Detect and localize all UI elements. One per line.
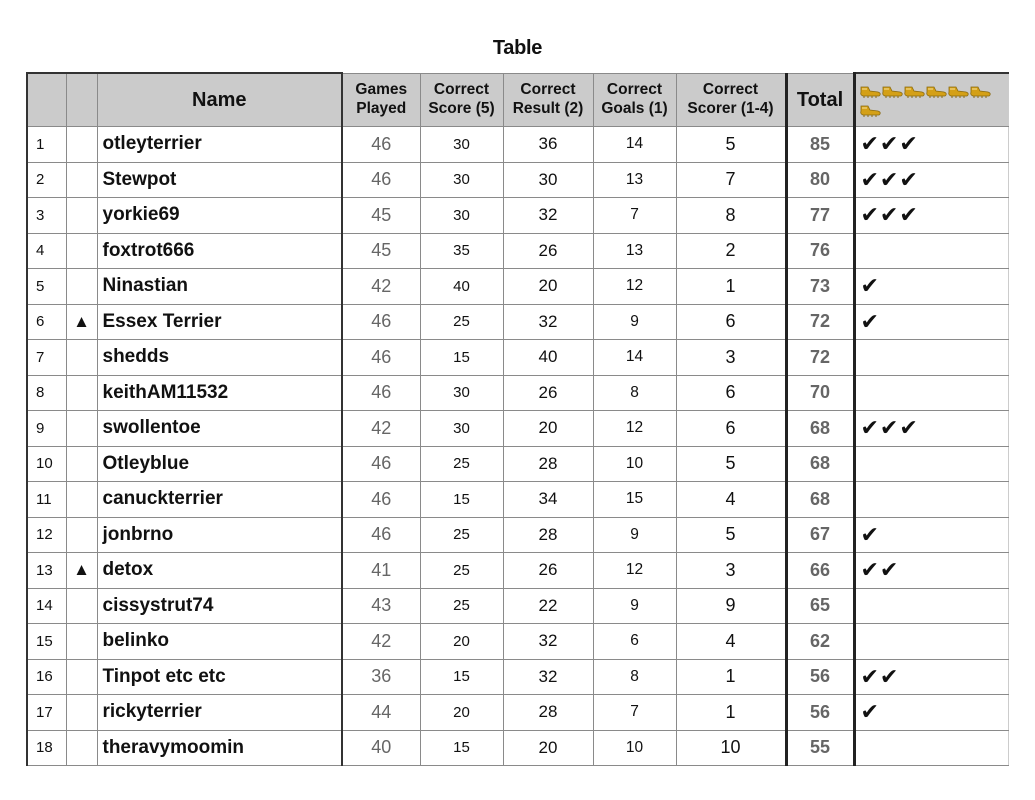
correct-score-cell: 15: [420, 659, 503, 695]
total-cell: 72: [786, 340, 854, 376]
golden-boot-icon: [859, 102, 882, 118]
movement-icon: [66, 446, 97, 482]
correct-result-cell: 20: [503, 411, 593, 447]
games-played-cell: 40: [342, 730, 420, 766]
movement-icon: ▲: [66, 304, 97, 340]
check-marks: ✔: [854, 269, 1008, 305]
games-played-cell: 46: [342, 304, 420, 340]
correct-result-cell: 26: [503, 375, 593, 411]
correct-scorer-cell: 10: [676, 730, 786, 766]
player-name: Ninastian: [97, 269, 342, 305]
golden-boot-icon: [903, 83, 926, 99]
correct-scorer-cell: 4: [676, 482, 786, 518]
rank-cell: 9: [27, 411, 66, 447]
player-name: rickyterrier: [97, 695, 342, 731]
correct-scorer-cell: 6: [676, 411, 786, 447]
correct-score-cell: 15: [420, 730, 503, 766]
rank-cell: 15: [27, 624, 66, 660]
total-cell: 62: [786, 624, 854, 660]
player-name: shedds: [97, 340, 342, 376]
correct-goals-cell: 8: [593, 659, 676, 695]
total-cell: 56: [786, 659, 854, 695]
correct-scorer-cell: 5: [676, 517, 786, 553]
table-row: [27, 375, 1008, 411]
correct-score-cell: 25: [420, 304, 503, 340]
check-marks: ✔✔✔: [854, 198, 1008, 234]
movement-icon: [66, 624, 97, 660]
player-name: jonbrno: [97, 517, 342, 553]
movement-icon: [66, 127, 97, 163]
check-marks: ✔: [854, 695, 1008, 731]
rank-cell: 12: [27, 517, 66, 553]
correct-goals-cell: 15: [593, 482, 676, 518]
table-row: [27, 624, 1008, 660]
correct-result-cell: 32: [503, 198, 593, 234]
header-golden-boots: [854, 73, 1008, 127]
movement-icon: [66, 233, 97, 269]
games-played-cell: 46: [342, 340, 420, 376]
correct-result-cell: 40: [503, 340, 593, 376]
table-row: [27, 269, 1008, 305]
correct-result-cell: 32: [503, 624, 593, 660]
rank-cell: 3: [27, 198, 66, 234]
correct-result-cell: 32: [503, 304, 593, 340]
check-marks: ✔: [854, 517, 1008, 553]
rank-cell: 6: [27, 304, 66, 340]
correct-result-cell: 32: [503, 659, 593, 695]
header-move: [66, 73, 97, 127]
correct-score-cell: 30: [420, 411, 503, 447]
table-row: [27, 482, 1008, 518]
movement-icon: [66, 340, 97, 376]
player-name: keithAM11532: [97, 375, 342, 411]
correct-goals-cell: 14: [593, 127, 676, 163]
table-row: [27, 198, 1008, 234]
check-marks: ✔✔: [854, 553, 1008, 589]
correct-result-cell: 26: [503, 553, 593, 589]
player-name: foxtrot666: [97, 233, 342, 269]
player-name: canuckterrier: [97, 482, 342, 518]
games-played-cell: 42: [342, 411, 420, 447]
player-name: otleyterrier: [97, 127, 342, 163]
correct-scorer-cell: 7: [676, 162, 786, 198]
check-marks: [854, 624, 1008, 660]
correct-score-cell: 25: [420, 588, 503, 624]
correct-scorer-cell: 8: [676, 198, 786, 234]
golden-boot-icon: [969, 83, 992, 99]
correct-score-cell: 30: [420, 198, 503, 234]
correct-result-cell: 28: [503, 517, 593, 553]
total-cell: 68: [786, 446, 854, 482]
rank-cell: 13: [27, 553, 66, 589]
correct-scorer-cell: 1: [676, 659, 786, 695]
correct-result-cell: 34: [503, 482, 593, 518]
total-cell: 73: [786, 269, 854, 305]
table-row: [27, 553, 1008, 589]
correct-goals-cell: 9: [593, 304, 676, 340]
correct-scorer-cell: 9: [676, 588, 786, 624]
golden-boot-icon: [947, 83, 970, 99]
movement-icon: [66, 482, 97, 518]
movement-icon: [66, 659, 97, 695]
correct-score-cell: 40: [420, 269, 503, 305]
correct-goals-cell: 13: [593, 233, 676, 269]
games-played-cell: 46: [342, 375, 420, 411]
total-cell: 70: [786, 375, 854, 411]
correct-goals-cell: 7: [593, 695, 676, 731]
movement-icon: [66, 162, 97, 198]
total-cell: 66: [786, 553, 854, 589]
correct-scorer-cell: 3: [676, 553, 786, 589]
page-title: Table: [492, 37, 543, 59]
total-cell: 72: [786, 304, 854, 340]
check-marks: [854, 588, 1008, 624]
header-name: Name: [97, 73, 342, 127]
table-row: [27, 233, 1008, 269]
correct-goals-cell: 9: [593, 588, 676, 624]
correct-scorer-cell: 5: [676, 446, 786, 482]
games-played-cell: 44: [342, 695, 420, 731]
header-correct-goals: Correct Goals (1): [593, 73, 676, 127]
correct-goals-cell: 9: [593, 517, 676, 553]
correct-result-cell: 30: [503, 162, 593, 198]
correct-scorer-cell: 1: [676, 269, 786, 305]
correct-scorer-cell: 2: [676, 233, 786, 269]
correct-score-cell: 20: [420, 624, 503, 660]
player-name: belinko: [97, 624, 342, 660]
total-cell: 85: [786, 127, 854, 163]
total-cell: 67: [786, 517, 854, 553]
player-name: yorkie69: [97, 198, 342, 234]
correct-scorer-cell: 6: [676, 304, 786, 340]
player-name: cissystrut74: [97, 588, 342, 624]
standings-table: [26, 72, 1009, 766]
total-cell: 56: [786, 695, 854, 731]
rank-cell: 4: [27, 233, 66, 269]
movement-icon: [66, 517, 97, 553]
games-played-cell: 46: [342, 446, 420, 482]
check-marks: ✔✔✔: [854, 411, 1008, 447]
correct-goals-cell: 10: [593, 446, 676, 482]
check-marks: [854, 375, 1008, 411]
player-name: Tinpot etc etc: [97, 659, 342, 695]
movement-icon: [66, 695, 97, 731]
games-played-cell: 36: [342, 659, 420, 695]
golden-boot-icon: [881, 83, 904, 99]
correct-goals-cell: 6: [593, 624, 676, 660]
games-played-cell: 46: [342, 162, 420, 198]
check-marks: [854, 233, 1008, 269]
games-played-cell: 41: [342, 553, 420, 589]
movement-icon: [66, 411, 97, 447]
total-cell: 68: [786, 411, 854, 447]
games-played-cell: 46: [342, 127, 420, 163]
correct-score-cell: 20: [420, 695, 503, 731]
correct-score-cell: 30: [420, 127, 503, 163]
rank-cell: 14: [27, 588, 66, 624]
correct-result-cell: 36: [503, 127, 593, 163]
rank-cell: 5: [27, 269, 66, 305]
correct-scorer-cell: 1: [676, 695, 786, 731]
table-row: [27, 162, 1008, 198]
movement-icon: [66, 588, 97, 624]
table-row: [27, 411, 1008, 447]
correct-score-cell: 30: [420, 375, 503, 411]
movement-icon: [66, 198, 97, 234]
header-rank: [27, 73, 66, 127]
correct-score-cell: 15: [420, 482, 503, 518]
check-marks: ✔✔✔: [854, 127, 1008, 163]
header-correct-scorer: Correct Scorer (1-4): [676, 73, 786, 127]
header-games-played: Games Played: [342, 73, 420, 127]
games-played-cell: 42: [342, 269, 420, 305]
correct-result-cell: 20: [503, 269, 593, 305]
rank-cell: 10: [27, 446, 66, 482]
correct-result-cell: 20: [503, 730, 593, 766]
table-row: [27, 730, 1008, 766]
header-total: Total: [786, 73, 854, 127]
correct-result-cell: 28: [503, 695, 593, 731]
games-played-cell: 46: [342, 517, 420, 553]
table-row: [27, 127, 1008, 163]
movement-icon: ▲: [66, 553, 97, 589]
correct-goals-cell: 12: [593, 553, 676, 589]
player-name: Stewpot: [97, 162, 342, 198]
rank-cell: 18: [27, 730, 66, 766]
table-row: [27, 340, 1008, 376]
player-name: Essex Terrier: [97, 304, 342, 340]
correct-score-cell: 25: [420, 517, 503, 553]
rank-cell: 16: [27, 659, 66, 695]
rank-cell: 11: [27, 482, 66, 518]
games-played-cell: 45: [342, 198, 420, 234]
total-cell: 55: [786, 730, 854, 766]
correct-score-cell: 30: [420, 162, 503, 198]
rank-cell: 17: [27, 695, 66, 731]
correct-score-cell: 15: [420, 340, 503, 376]
games-played-cell: 42: [342, 624, 420, 660]
check-marks: [854, 730, 1008, 766]
golden-boot-icon: [859, 83, 882, 99]
correct-goals-cell: 7: [593, 198, 676, 234]
player-name: detox: [97, 553, 342, 589]
correct-result-cell: 28: [503, 446, 593, 482]
correct-score-cell: 25: [420, 446, 503, 482]
correct-goals-cell: 8: [593, 375, 676, 411]
total-cell: 76: [786, 233, 854, 269]
table-row: [27, 659, 1008, 695]
movement-icon: [66, 269, 97, 305]
correct-scorer-cell: 4: [676, 624, 786, 660]
rank-cell: 7: [27, 340, 66, 376]
check-marks: [854, 482, 1008, 518]
total-cell: 68: [786, 482, 854, 518]
correct-goals-cell: 12: [593, 411, 676, 447]
correct-result-cell: 22: [503, 588, 593, 624]
correct-goals-cell: 13: [593, 162, 676, 198]
player-name: swollentoe: [97, 411, 342, 447]
correct-goals-cell: 10: [593, 730, 676, 766]
games-played-cell: 45: [342, 233, 420, 269]
correct-score-cell: 25: [420, 553, 503, 589]
check-marks: ✔✔: [854, 659, 1008, 695]
player-name: Otleyblue: [97, 446, 342, 482]
player-name: theravymoomin: [97, 730, 342, 766]
check-marks: [854, 446, 1008, 482]
rank-cell: 1: [27, 127, 66, 163]
check-marks: ✔: [854, 304, 1008, 340]
check-marks: [854, 340, 1008, 376]
total-cell: 65: [786, 588, 854, 624]
correct-result-cell: 26: [503, 233, 593, 269]
table-row: [27, 588, 1008, 624]
rank-cell: 2: [27, 162, 66, 198]
table-row: [27, 695, 1008, 731]
correct-score-cell: 35: [420, 233, 503, 269]
movement-icon: [66, 375, 97, 411]
games-played-cell: 43: [342, 588, 420, 624]
correct-goals-cell: 12: [593, 269, 676, 305]
rank-cell: 8: [27, 375, 66, 411]
table-row: [27, 446, 1008, 482]
header-row: [27, 73, 1008, 127]
correct-scorer-cell: 3: [676, 340, 786, 376]
correct-scorer-cell: 6: [676, 375, 786, 411]
check-marks: ✔✔✔: [854, 162, 1008, 198]
total-cell: 77: [786, 198, 854, 234]
table-row: [27, 517, 1008, 553]
header-correct-result: Correct Result (2): [503, 73, 593, 127]
golden-boot-icon: [925, 83, 948, 99]
correct-scorer-cell: 5: [676, 127, 786, 163]
correct-goals-cell: 14: [593, 340, 676, 376]
total-cell: 80: [786, 162, 854, 198]
movement-icon: [66, 730, 97, 766]
table-row: [27, 304, 1008, 340]
header-correct-score: Correct Score (5): [420, 73, 503, 127]
games-played-cell: 46: [342, 482, 420, 518]
